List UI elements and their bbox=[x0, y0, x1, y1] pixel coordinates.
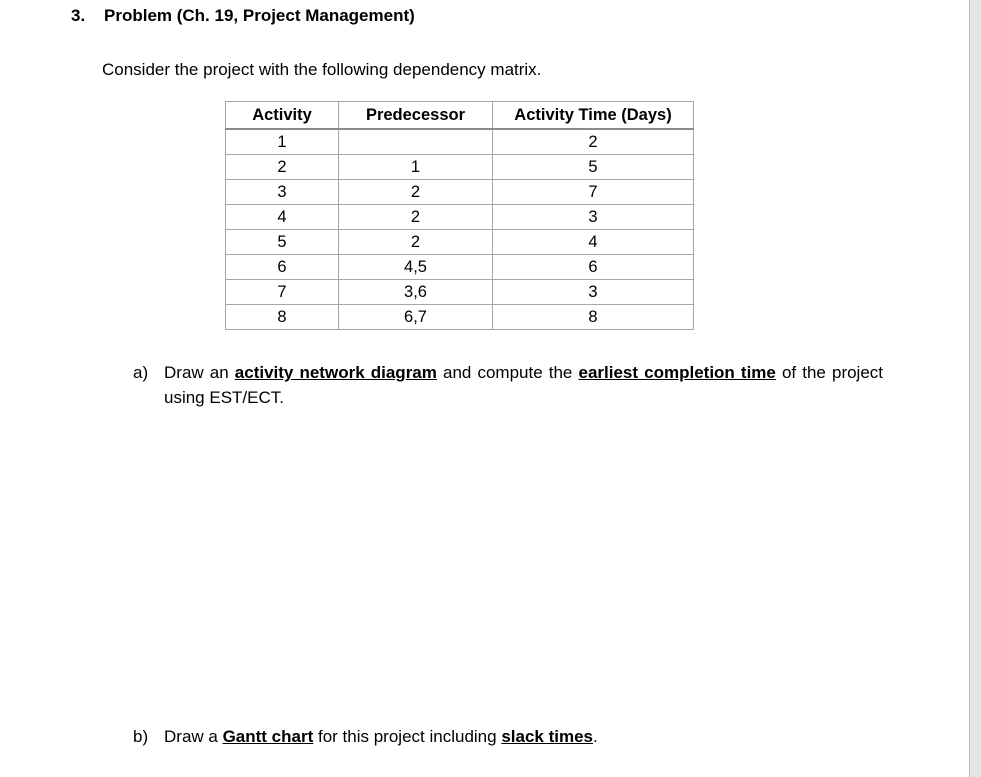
problem-title: Problem (Ch. 19, Project Management) bbox=[104, 6, 415, 25]
question-a bbox=[133, 360, 883, 410]
cell-predecessor bbox=[339, 129, 493, 155]
table-row bbox=[226, 180, 694, 205]
problem-heading bbox=[71, 6, 415, 26]
term-slack-times: slack times bbox=[501, 727, 593, 746]
intro-text: Consider the project with the following dependency matrix. bbox=[102, 60, 542, 79]
table-header-row bbox=[226, 102, 694, 130]
question-a-text-part: and compute the bbox=[436, 363, 579, 382]
question-b bbox=[133, 727, 598, 747]
table-row bbox=[226, 205, 694, 230]
vertical-scrollbar[interactable] bbox=[969, 0, 981, 777]
cell-activity: 7 bbox=[226, 280, 339, 305]
cell-activity: 3 bbox=[226, 180, 339, 205]
term-activity-network-diagram: activity network diagram bbox=[234, 363, 437, 382]
dependency-table bbox=[225, 101, 694, 330]
question-a-text-part: Draw an bbox=[164, 363, 235, 382]
cell-predecessor: 6,7 bbox=[339, 305, 493, 330]
table-row bbox=[226, 280, 694, 305]
problem-number: 3. bbox=[71, 6, 86, 25]
cell-predecessor: 4,5 bbox=[339, 255, 493, 280]
cell-time: 3 bbox=[493, 280, 694, 305]
cell-predecessor: 1 bbox=[339, 155, 493, 180]
cell-predecessor: 3,6 bbox=[339, 280, 493, 305]
cell-time: 4 bbox=[493, 230, 694, 255]
header-predecessor: Predecessor bbox=[339, 102, 493, 130]
question-a-text bbox=[164, 360, 883, 410]
term-gantt-chart: Gantt chart bbox=[222, 727, 314, 746]
cell-activity: 2 bbox=[226, 155, 339, 180]
cell-activity: 5 bbox=[226, 230, 339, 255]
cell-time: 5 bbox=[493, 155, 694, 180]
header-activity-time: Activity Time (Days) bbox=[493, 102, 694, 130]
table-row bbox=[226, 255, 694, 280]
cell-activity: 8 bbox=[226, 305, 339, 330]
cell-activity: 6 bbox=[226, 255, 339, 280]
cell-predecessor: 2 bbox=[339, 230, 493, 255]
cell-predecessor: 2 bbox=[339, 180, 493, 205]
header-activity: Activity bbox=[226, 102, 339, 130]
question-b-text-part: Draw a bbox=[164, 727, 223, 746]
question-b-label: b) bbox=[133, 727, 149, 746]
question-a-text-part: of the project using EST/ECT. bbox=[164, 363, 884, 407]
table-row bbox=[226, 155, 694, 180]
question-b-text-part: for this project including bbox=[313, 727, 502, 746]
table-row bbox=[226, 129, 694, 155]
cell-time: 7 bbox=[493, 180, 694, 205]
question-a-label: a) bbox=[133, 363, 149, 382]
cell-activity: 1 bbox=[226, 129, 339, 155]
term-earliest-completion-time: earliest completion time bbox=[578, 363, 776, 382]
cell-predecessor: 2 bbox=[339, 205, 493, 230]
cell-time: 8 bbox=[493, 305, 694, 330]
cell-time: 6 bbox=[493, 255, 694, 280]
table-row bbox=[226, 230, 694, 255]
question-b-text-part: . bbox=[593, 727, 598, 746]
table-row bbox=[226, 305, 694, 330]
cell-time: 2 bbox=[493, 129, 694, 155]
cell-activity: 4 bbox=[226, 205, 339, 230]
cell-time: 3 bbox=[493, 205, 694, 230]
